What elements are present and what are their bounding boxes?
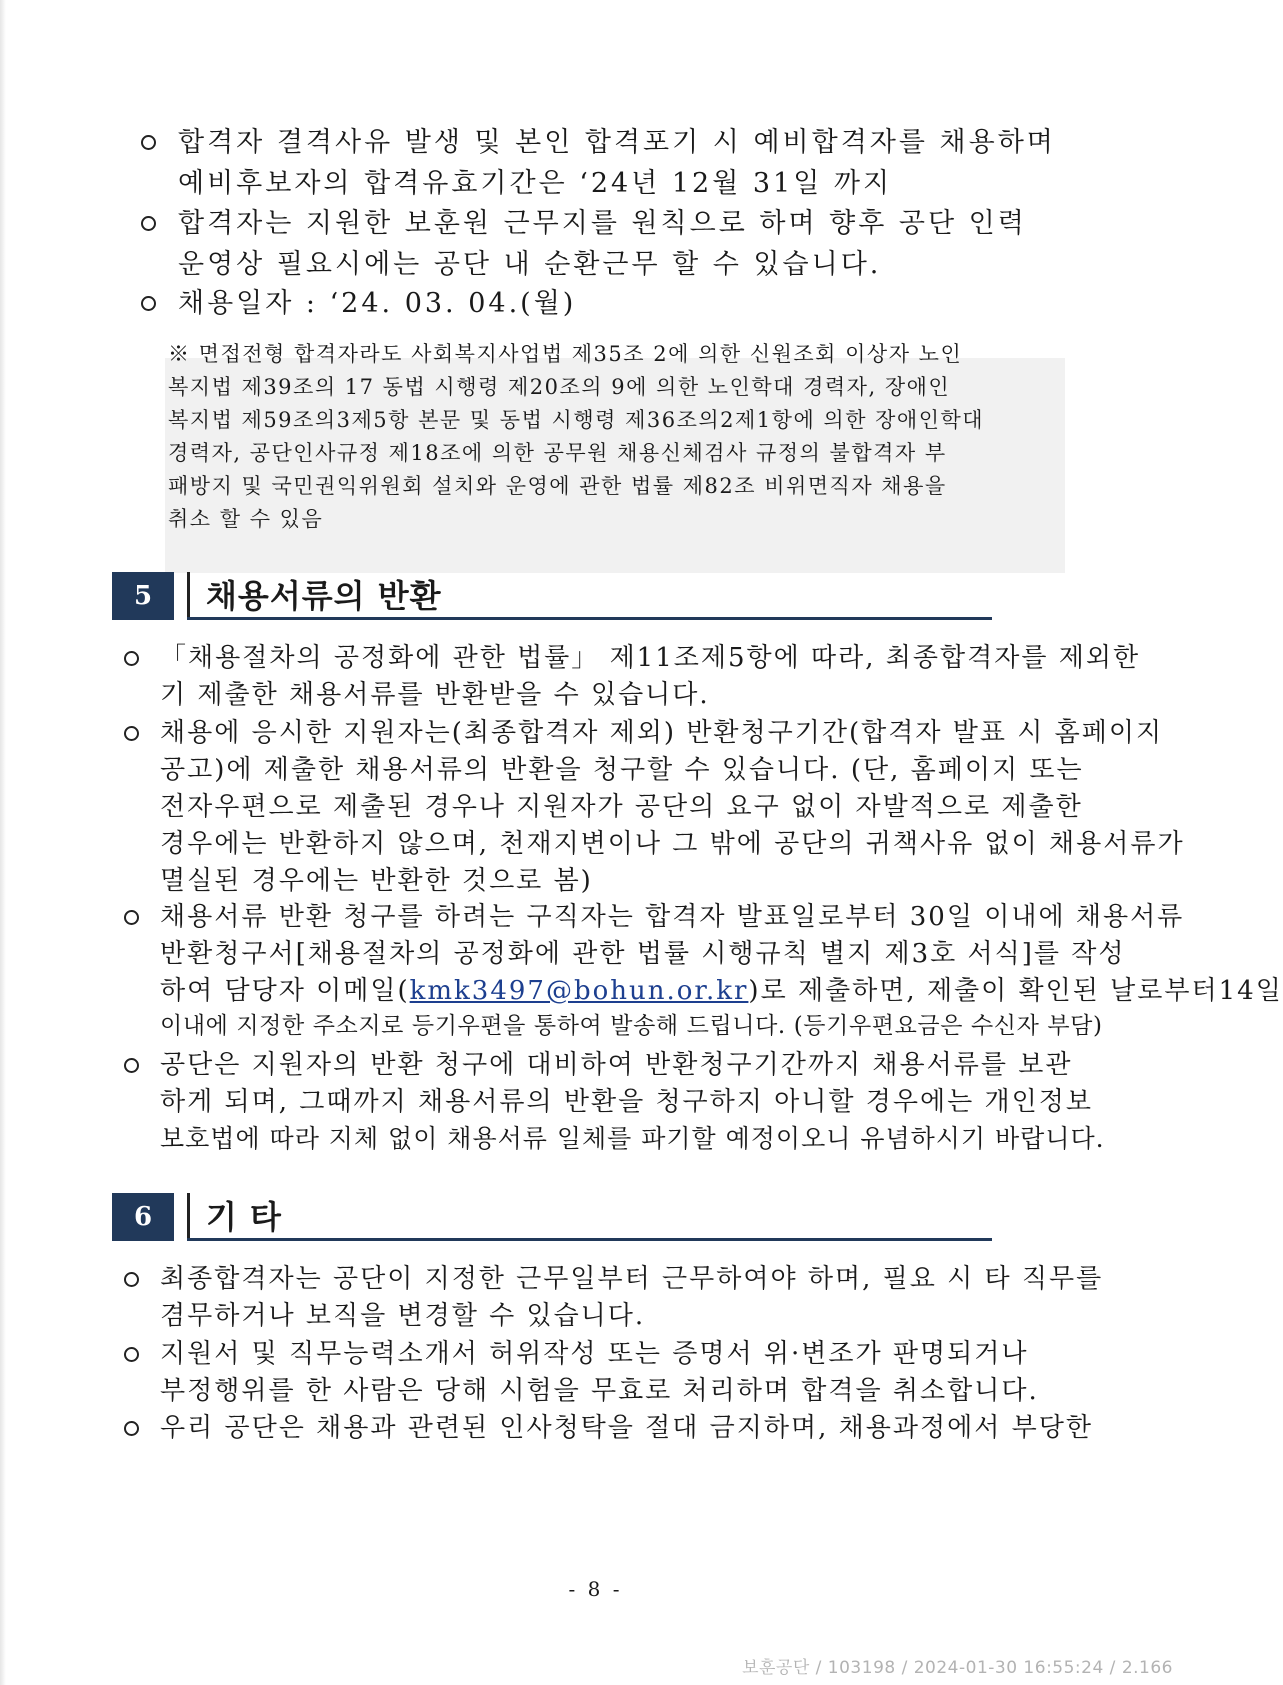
- text-line: 부정행위를 한 사람은 당해 시험을 무효로 처리하며 합격을 취소합니다.: [160, 1376, 1039, 1406]
- note-line: 취소 할 수 있음: [168, 507, 324, 531]
- bullet-circle-icon: [124, 1058, 139, 1073]
- email-prefix: 하여 담당자 이메일(: [160, 976, 410, 1006]
- page-number: - 8 -: [568, 1577, 623, 1601]
- section-divider: [187, 572, 190, 620]
- text-line: 멸실된 경우에는 반환한 것으로 봄): [160, 866, 593, 896]
- note-line: 복지법 제59조의3제5항 본문 및 동법 시행령 제36조의2제1항에 의한 장애인학대: [168, 408, 985, 432]
- bullet-circle-icon: [124, 651, 139, 666]
- text-line: 반환청구서[채용절차의 공정화에 관한 법률 시행규칙 별지 제3호 서식]를 작성: [160, 939, 1126, 969]
- section-title: 채용서류의 반환: [206, 577, 442, 615]
- text-line: 이내에 지정한 주소지로 등기우편을 통하여 발송해 드립니다. (등기우편요금은 수신자 부담): [160, 1013, 1103, 1039]
- text-line: 공단은 지원자의 반환 청구에 대비하여 반환청구기간까지 채용서류를 보관: [160, 1050, 1073, 1080]
- bullet-circle-icon: [124, 1347, 139, 1362]
- text-line: 채용에 응시한 지원자는(최종합격자 제외) 반환청구기간(합격자 발표 시 홈페이지: [160, 718, 1164, 748]
- text-line: 보호법에 따라 지체 없이 채용서류 일체를 파기할 예정이오니 유념하시기 바랍니다.: [160, 1124, 1105, 1153]
- bullet-circle-icon: [141, 135, 156, 150]
- section-number-badge: 6: [112, 1193, 174, 1241]
- email-link[interactable]: kmk3497@bohun.or.kr: [409, 976, 749, 1006]
- note-line: 패방지 및 국민권익위원회 설치와 운영에 관한 법률 제82조 비위면직자 채용을: [168, 474, 947, 498]
- text-line: 예비후보자의 합격유효기간은 ‘24년 12월 31일 까지: [178, 168, 893, 199]
- text-line: 지원서 및 직무능력소개서 허위작성 또는 증명서 위·변조가 판명되거나: [160, 1339, 1029, 1369]
- email-suffix: )로 제출하면, 제출이 확인된 날로부터14일: [748, 976, 1283, 1006]
- note-line: 경력자, 공단인사규정 제18조에 의한 공무원 채용신체검사 규정의 불합격자 부: [168, 441, 947, 465]
- text-line: 합격자는 지원한 보훈원 근무지를 원칙으로 하며 향후 공단 인력: [178, 208, 1027, 239]
- note-line: ※ 면접전형 합격자라도 사회복지사업법 제35조 2에 의한 신원조회 이상자 노인: [168, 342, 963, 366]
- text-line: 채용일자 : ‘24. 03. 04.(월): [178, 288, 577, 319]
- footer-stamp: 보훈공단 / 103198 / 2024-01-30 16:55:24 / 2.166: [742, 1658, 1173, 1678]
- bullet-circle-icon: [124, 1272, 139, 1287]
- bullet-circle-icon: [141, 216, 156, 231]
- text-line: 우리 공단은 채용과 관련된 인사청탁을 절대 금지하며, 채용과정에서 부당한: [160, 1413, 1093, 1443]
- bullet-circle-icon: [124, 910, 139, 925]
- text-line: 운영상 필요시에는 공단 내 순환근무 할 수 있습니다.: [178, 249, 882, 280]
- section-number-badge: 5: [112, 572, 174, 620]
- section-title: 기 타: [206, 1198, 282, 1236]
- text-line: 「채용절차의 공정화에 관한 법률」 제11조제5항에 따라, 최종합격자를 제외한: [160, 643, 1141, 673]
- text-line: 경우에는 반환하지 않으며, 천재지변이나 그 밖에 공단의 귀책사유 없이 채용서류가: [160, 829, 1185, 859]
- text-line: 전자우편으로 제출된 경우나 지원자가 공단의 요구 없이 자발적으로 제출한: [160, 792, 1083, 822]
- text-line: 합격자 결격사유 발생 및 본인 합격포기 시 예비합격자를 채용하며: [178, 127, 1056, 158]
- section-underline: [187, 617, 992, 620]
- section-divider: [187, 1193, 190, 1241]
- bullet-circle-icon: [124, 726, 139, 741]
- note-line: 복지법 제39조의 17 동법 시행령 제20조의 9에 의한 노인학대 경력자, 장애인: [168, 375, 951, 399]
- text-line: 기 제출한 채용서류를 반환받을 수 있습니다.: [160, 680, 710, 710]
- text-line: 공고)에 제출한 채용서류의 반환을 청구할 수 있습니다. (단, 홈페이지 또는: [160, 755, 1084, 785]
- bullet-circle-icon: [124, 1421, 139, 1436]
- section-underline: [187, 1238, 992, 1241]
- text-line: 최종합격자는 공단이 지정한 근무일부터 근무하여야 하며, 필요 시 타 직무를: [160, 1264, 1104, 1294]
- text-line: 겸무하거나 보직을 변경할 수 있습니다.: [160, 1301, 646, 1331]
- text-line-email: [160, 978, 1283, 1004]
- bullet-circle-icon: [141, 296, 156, 311]
- text-line: 하게 되며, 그때까지 채용서류의 반환을 청구하지 아니할 경우에는 개인정보: [160, 1087, 1093, 1117]
- text-line: 채용서류 반환 청구를 하려는 구직자는 합격자 발표일로부터 30일 이내에 채용서류: [160, 902, 1185, 932]
- scan-edge: [0, 0, 6, 1685]
